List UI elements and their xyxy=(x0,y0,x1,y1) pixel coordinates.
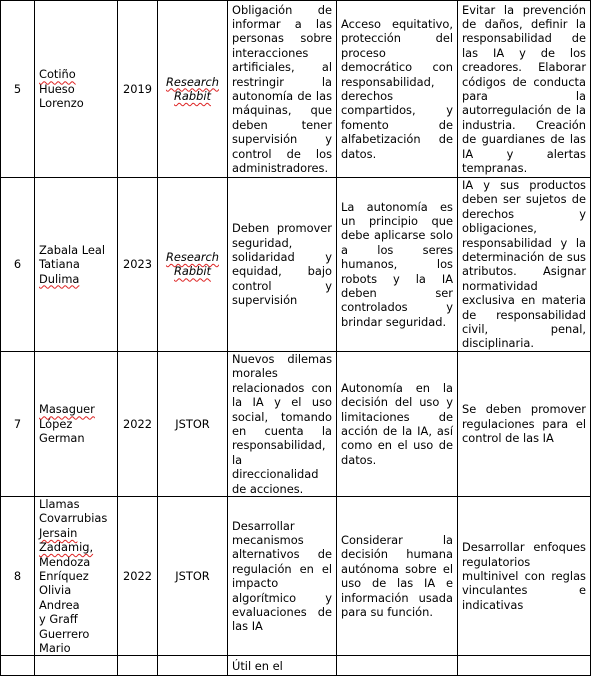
col4-cell: Obligación de informar a las personas sobre interacciones artificiales, al restringir la autonomía de las máquinas, que deben tener supervisión y control de los administradores. xyxy=(228,1,337,178)
author-cell xyxy=(35,178,118,352)
author-part: y Graff xyxy=(39,612,78,627)
author-part: Masaguer xyxy=(39,402,95,417)
author-cell xyxy=(35,656,118,676)
author-part: Leal xyxy=(81,242,106,257)
source-cell xyxy=(158,1,228,178)
author-part: Covarrubias xyxy=(39,511,108,526)
row-number: 5 xyxy=(1,1,35,178)
row-number xyxy=(1,656,35,676)
year-cell: 2022 xyxy=(118,351,158,496)
table-row xyxy=(1,496,591,655)
author-part: Tatiana xyxy=(39,257,80,272)
author-part: Jersain xyxy=(39,525,78,540)
source-part: Research xyxy=(165,74,219,89)
author-cell xyxy=(35,351,118,496)
row-number: 6 xyxy=(1,178,35,352)
author-part: Olivia Andrea xyxy=(39,583,80,612)
col6-cell: Se deben promover regulaciones para el control de las IA xyxy=(458,351,591,496)
source-cell xyxy=(158,656,228,676)
author-part: Mario xyxy=(39,641,71,655)
author-part: Llamas xyxy=(39,496,80,511)
author-part: Mendoza xyxy=(39,554,91,569)
author-part: Zabala xyxy=(39,242,79,257)
source-cell: JSTOR xyxy=(158,496,228,655)
source-part: Rabbit xyxy=(174,264,211,279)
author-part: Lorenzo xyxy=(39,96,84,111)
table-row-partial xyxy=(1,656,591,676)
col5-cell xyxy=(337,656,458,676)
source-part: Research xyxy=(165,250,219,265)
author-cell xyxy=(35,1,118,178)
col5-cell: La autonomía es un principio que debe aplicarse solo a los seres humanos, los robots y la IA deben ser controlados y brindar seguridad. xyxy=(337,178,458,352)
source-part: Rabbit xyxy=(174,89,211,103)
author-cell xyxy=(35,496,118,655)
col4-cell: Útil en el xyxy=(228,656,337,676)
author-part: Guerrero xyxy=(39,626,90,641)
author-part: German xyxy=(39,431,85,446)
author-part: Hueso xyxy=(39,81,75,96)
col4-cell: Desarrollar mecanismos alternativos de regulación en el impacto algorítmico y evaluaciones de las IA xyxy=(228,496,337,655)
year-cell xyxy=(118,656,158,676)
year-cell: 2022 xyxy=(118,496,158,655)
col4-cell: Nuevos dilemas morales relacionados con la IA y el uso social, tomando en cuenta la responsabilidad, la direccionalidad de acciones. xyxy=(228,351,337,496)
author-part: Cotiño xyxy=(39,67,76,82)
author-part: Zadamig, xyxy=(39,540,94,555)
table-row xyxy=(1,178,591,352)
col6-cell: Evitar la prevención de daños, definir la responsabilidad de las IA y de los creadores. Elaborar códigos de conducta para la autorregulación de la industria. Creación de guardianes de las IA y alertas tempranas. xyxy=(458,1,591,178)
source-cell xyxy=(158,178,228,352)
col4-cell: Deben promover seguridad, solidaridad y equidad, bajo control y supervisión xyxy=(228,178,337,352)
author-part: Enríquez xyxy=(39,568,89,583)
year-cell: 2023 xyxy=(118,178,158,352)
author-part: López xyxy=(39,416,73,431)
col6-cell: IA y sus productos deben ser sujetos de derechos y obligaciones, responsabilidad y la determinación de sus atributos. Asignar normatividad exclusiva en materia de responsabilidad civil, penal, disciplinaria. xyxy=(458,178,591,352)
col6-cell xyxy=(458,656,591,676)
table-row xyxy=(1,1,591,178)
row-number: 8 xyxy=(1,496,35,655)
author-part: Dulima xyxy=(39,271,80,286)
year-cell: 2019 xyxy=(118,1,158,178)
col6-cell: Desarrollar enfoques regulatorios multinivel con reglas vinculantes e indicativas xyxy=(458,496,591,655)
col5-cell: Considerar la decisión humana autónoma sobre el uso de las IA e información usada para su función. xyxy=(337,496,458,655)
col5-cell: Acceso equitativo, protección del proceso democrático con responsabilidad, derechos compartidos, y fomento de alfabetización de datos. xyxy=(337,1,458,178)
row-number: 7 xyxy=(1,351,35,496)
col5-cell: Autonomía en la decisión del uso y limitaciones de acción de la IA, así como en el uso de datos. xyxy=(337,351,458,496)
source-cell: JSTOR xyxy=(158,351,228,496)
table-row xyxy=(1,351,591,496)
